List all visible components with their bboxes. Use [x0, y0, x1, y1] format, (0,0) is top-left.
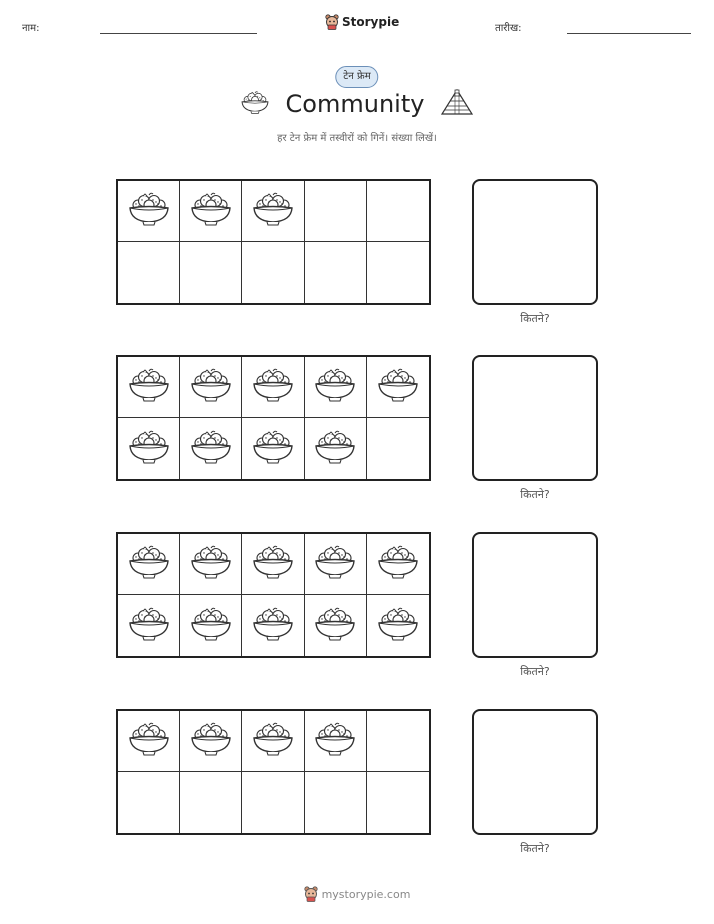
ten-frame-cell — [180, 534, 242, 595]
fruit-bowl-icon — [240, 90, 270, 119]
pyramid-icon — [440, 88, 474, 120]
fruit-bowl-icon — [127, 721, 171, 761]
name-label: नाम: — [22, 23, 40, 34]
ten-frame-cell — [118, 595, 180, 656]
fruit-bowl-icon — [376, 606, 420, 646]
fruit-bowl-icon — [127, 544, 171, 584]
answer-box[interactable] — [472, 532, 598, 658]
fruit-bowl-icon — [251, 429, 295, 469]
ten-frame — [116, 532, 431, 658]
ten-frame-cell — [367, 357, 429, 418]
fruit-bowl-icon — [127, 429, 171, 469]
ten-frame-cell — [180, 595, 242, 656]
fruit-bowl-icon — [127, 191, 171, 231]
ten-frame-cell — [367, 595, 429, 656]
storypie-mascot-icon — [325, 14, 339, 30]
fruit-bowl-icon — [251, 191, 295, 231]
ten-frame-cell — [118, 534, 180, 595]
ten-frame-cell — [305, 357, 367, 418]
instructions: हर टेन फ्रेम में तस्वीरों को गिनें। संख्या लिखें। — [277, 133, 437, 144]
fruit-bowl-icon — [251, 721, 295, 761]
ten-frame-cell — [242, 772, 304, 833]
ten-frame — [116, 355, 431, 481]
fruit-bowl-icon — [251, 544, 295, 584]
ten-frame-cell — [242, 711, 304, 772]
brand-name: Storypie — [342, 15, 400, 29]
ten-frame-cell — [180, 418, 242, 479]
ten-frame-cell — [367, 242, 429, 303]
fruit-bowl-icon — [189, 429, 233, 469]
answer-box[interactable] — [472, 179, 598, 305]
fruit-bowl-icon — [313, 429, 357, 469]
footer — [0, 886, 714, 902]
ten-frame-cell — [118, 772, 180, 833]
fruit-bowl-icon — [313, 367, 357, 407]
ten-frame — [116, 709, 431, 835]
ten-frame-cell — [242, 357, 304, 418]
ten-frame-cell — [118, 418, 180, 479]
ten-frame-cell — [180, 357, 242, 418]
fruit-bowl-icon — [376, 544, 420, 584]
ten-frame-cell — [180, 772, 242, 833]
fruit-bowl-icon — [251, 367, 295, 407]
fruit-bowl-icon — [376, 367, 420, 407]
date-line — [567, 33, 691, 34]
name-line — [100, 33, 257, 34]
ten-frame-cell — [118, 181, 180, 242]
ten-frame-cell — [180, 711, 242, 772]
date-label: तारीख: — [495, 23, 522, 34]
ten-frame-cell — [367, 181, 429, 242]
storypie-logo — [325, 14, 399, 30]
ten-frame-cell — [242, 181, 304, 242]
ten-frame-cell — [180, 181, 242, 242]
ten-frame-cell — [367, 418, 429, 479]
answer-label: कितने? — [520, 312, 550, 325]
fruit-bowl-icon — [313, 606, 357, 646]
ten-frame-cell — [242, 418, 304, 479]
fruit-bowl-icon — [189, 544, 233, 584]
fruit-bowl-icon — [127, 606, 171, 646]
storypie-mascot-icon — [304, 886, 318, 902]
fruit-bowl-icon — [127, 367, 171, 407]
ten-frame-cell — [305, 595, 367, 656]
fruit-bowl-icon — [189, 367, 233, 407]
fruit-bowl-icon — [313, 544, 357, 584]
ten-frame-cell — [118, 711, 180, 772]
ten-frame-cell — [305, 772, 367, 833]
answer-box[interactable] — [472, 355, 598, 481]
answer-label: कितने? — [520, 488, 550, 501]
ten-frame-cell — [242, 595, 304, 656]
footer-url: mystorypie.com — [321, 887, 411, 901]
ten-frame-cell — [118, 242, 180, 303]
fruit-bowl-icon — [189, 191, 233, 231]
ten-frame-cell — [180, 242, 242, 303]
fruit-bowl-icon — [189, 721, 233, 761]
ten-frame-cell — [305, 534, 367, 595]
answer-label: कितने? — [520, 842, 550, 855]
answer-label: कितने? — [520, 665, 550, 678]
ten-frame-cell — [367, 711, 429, 772]
ten-frame-cell — [305, 242, 367, 303]
ten-frame-cell — [305, 711, 367, 772]
fruit-bowl-icon — [313, 721, 357, 761]
ten-frame-cell — [367, 772, 429, 833]
page-title: Community — [285, 90, 425, 118]
topic-tag: टेन फ्रेम — [335, 66, 378, 88]
ten-frame-cell — [367, 534, 429, 595]
ten-frame-cell — [242, 534, 304, 595]
ten-frame-cell — [242, 242, 304, 303]
answer-box[interactable] — [472, 709, 598, 835]
ten-frame-cell — [118, 357, 180, 418]
fruit-bowl-icon — [189, 606, 233, 646]
ten-frame-cell — [305, 418, 367, 479]
ten-frame — [116, 179, 431, 305]
title-row — [0, 88, 714, 120]
ten-frame-cell — [305, 181, 367, 242]
fruit-bowl-icon — [251, 606, 295, 646]
